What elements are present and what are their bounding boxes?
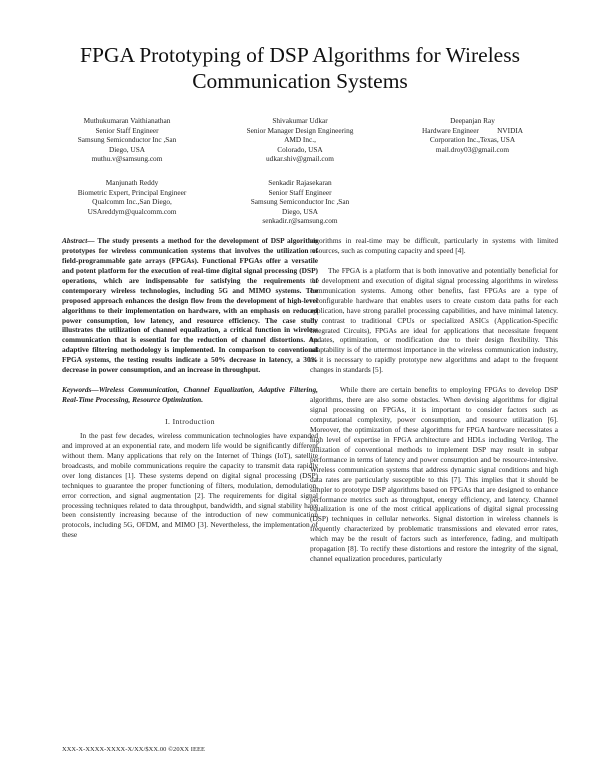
author-email: senkadir.r@samsung.com — [262, 216, 338, 226]
abstract — [62, 236, 318, 375]
intro-paragraph: In the past few decades, wireless communication technologies have expanded and improved at an exponential rate, and modern life would be significantly different without them. Many applications that rely on the Internet of Things (IoT), satellite broadcasts, and mobile communications require the capacity to transmit data rapidly over long distances [1]. These systems depend on digital signal processing (DSP) techniques to guarantee the proper functioning of filters, modulation, demodulation, error correction, and signal augmentation [2]. The requirements for digital signal processing techniques related to data throughput, bandwidth, and signal stability have been consistently increasing because of the introduction of new communication protocols, including 5G, OFDM, and MIMO [3]. Nevertheless, the implementation of these — [62, 430, 318, 540]
paper-title: FPGA Prototyping of DSP Algorithms for Wireless Communication Systems — [80, 43, 520, 93]
author-affiliation: Hardware Engineer NVIDIA — [421, 125, 524, 135]
body-paragraph: The FPGA is a platform that is both innovative and potentially beneficial for the development and execution of digital signal processing algorithms in wireless communication systems. Among other benefits, fast FPGAs are a type of reconfigurable hardware that enables users to create custom data paths for each application, have strong parallel processing capabilities, and have minimal latency. In contrast to traditional CPUs or specialized ASICs (Application-Specific Integrated Circuits), FPGAs are ideal for applications that necessitate frequent updates, optimization, or modification due to their design flexibility. This adaptability is of the uttermost importance in the wireless communication industry, as it is necessary to rapidly prototype new algorithms and adapt to the frequent changes in standards [5]. — [310, 265, 558, 375]
keywords-text: Wireless Communication, Channel Equalization, Adaptive Filtering, Real-Time Processing, Resource Optimization. — [62, 385, 318, 405]
left-column — [62, 236, 318, 540]
author-block-3 — [400, 116, 545, 154]
author-affiliation: Diego, USA — [108, 144, 146, 154]
author-affiliation: Samsung Semiconductor Inc ,San — [250, 197, 350, 207]
right-column — [310, 236, 558, 564]
author-email: udkar.shiv@gmail.com — [266, 154, 334, 164]
section-heading-introduction: I. Introduction — [165, 417, 215, 426]
author-name: Manjunath Reddy — [105, 178, 159, 187]
author-email: muthu.v@samsung.com — [91, 154, 163, 164]
author-block-1 — [62, 116, 192, 164]
author-affiliation: Colorado, USA — [277, 144, 323, 154]
author-affiliation: Senior Staff Engineer — [268, 187, 332, 197]
author-name: Senkadir Rajasekaran — [268, 178, 332, 187]
author-affiliation: Samsung Semiconductor Inc ,San — [77, 135, 177, 145]
abstract-label: Abstract— — [62, 236, 95, 245]
copyright-footer: XXX-X-XXXX-XXXX-X/XX/$XX.00 ©20XX IEEE — [62, 746, 206, 753]
keywords — [62, 385, 318, 405]
author-affiliation: Qualcomm Inc.,San Diego, — [92, 197, 172, 207]
body-paragraph: algorithms in real-time may be difficult, particularly in systems with limited resources, such as computing capacity and speed [4]. — [310, 236, 558, 255]
keywords-label: Keywords— — [62, 385, 99, 395]
author-email: mail.droy03@gmail.com — [435, 144, 510, 154]
author-name: Shivakumar Udkar — [272, 116, 328, 125]
author-affiliation: Diego, USA — [281, 206, 319, 216]
author-affiliation: Biometric Expert, Principal Engineer — [77, 187, 187, 197]
author-block-5 — [230, 178, 370, 226]
author-block-4 — [62, 178, 202, 216]
author-affiliation: Corporation Inc.,Texas, USA — [429, 135, 516, 145]
body-paragraph: While there are certain benefits to employing FPGAs to develop DSP algorithms, there are also some obstacles. When devising algorithms for digital signal processing on FPGAs, it is important to consider factors such as computational complexity, power consumption, and resource utilization [6]. Moreover, the optimization of these algorithms for FPGA hardware necessitates a high level of expertise in FPGA architecture and HDLs including Verilog. The utilization of conventional methods to implement DSP may result in subpar performance in terms of latency and power consumption and be resource-intensive. Wireless communication systems that address dynamic signal conditions and high data rates are particularly susceptible to this [7]. This implies that it should be simpler to prototype DSP algorithms based on FPGAs that are designed to enhance performance metrics such as throughput, energy efficiency, and latency. Channel equalization is one of the most critical applications of digital signal processing (DSP) techniques in cellular networks. Signal distortion in wireless channels is frequently characterized by problematic transmissions and elevated error rates, which may be the result of factors such as interference, fading, and multipath propagation [8]. To rectify these distortions and restore the integrity of the signal, channel equalization procedures, particularly — [310, 385, 558, 564]
author-affiliation: Senior Staff Engineer — [95, 125, 159, 135]
author-affiliation: AMD Inc., — [284, 135, 316, 145]
author-name: Deepanjan Ray — [450, 116, 495, 125]
author-block-2 — [225, 116, 375, 164]
author-name: Muthukumaran Vaithianathan — [83, 116, 171, 125]
author-affiliation: Senior Manager Design Engineering — [246, 125, 354, 135]
author-email: USAreddym@qualcomm.com — [87, 206, 177, 216]
abstract-text: The study presents a method for the development of DSP algorithm prototypes for wireless communication systems that involves the utilization of field-programmable gate arrays (FPGAs). Functional FPGAs offer a versatile and potent platform for the execution of real-time digital signal processing (DSP) operations, which are indispensable for satisfying the requirements of contemporary wireless technologies, including 5G and MIMO systems. The proposed approach enhances the design flow from the development of high-level algorithms to their implementation on hardware, with an emphasis on reduced power consumption, low latency, and resource efficiency. The case study illustrates the utilization of channel equalization, a critical function in wireless communication that is essential for the reduction of channel distortions. An adaptive filtering methodology is implemented. In comparison to conventional FPGA systems, the testing results indicate a 50% decrease in latency, a 30% decrease in power consumption, and an increase in throughput. — [62, 236, 318, 375]
